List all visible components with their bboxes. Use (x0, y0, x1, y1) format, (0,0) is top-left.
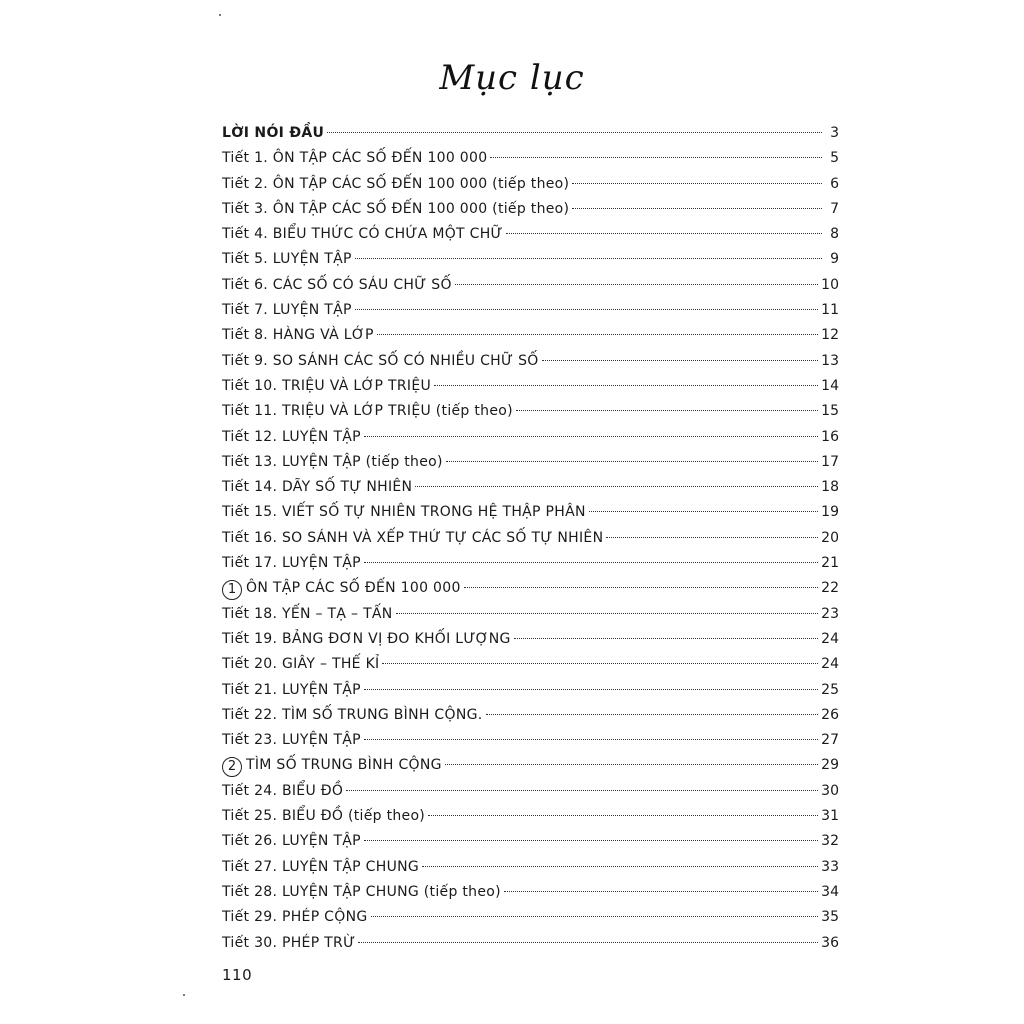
toc-entry-page: 9 (830, 251, 839, 268)
toc-entry-title: Tiết 5. LUYỆN TẬP (222, 251, 352, 268)
toc-entry-title: Tiết 24. BIỂU ĐỒ (222, 782, 344, 799)
dot-leader (486, 714, 819, 715)
toc-entry (222, 652, 839, 677)
toc-entry-title: Tiết 16. SO SÁNH VÀ XẾP THỨ TỰ CÁC SỐ TỰ NHIÊN (222, 529, 604, 546)
dot-leader (371, 916, 819, 917)
toc-entry (222, 500, 839, 525)
toc-entry-page: 21 (821, 555, 839, 572)
toc-entry-title: Tiết 11. TRIỆU VÀ LỚP TRIỆU (tiếp theo) (222, 403, 513, 420)
toc-entry-title: Tiết 12. LUYỆN TẬP (222, 428, 361, 445)
toc-entry-title: ÔN TẬP CÁC SỐ ĐẾN 100 000 (246, 580, 461, 597)
dot-leader (396, 613, 819, 614)
toc-entry (222, 273, 839, 298)
toc-entry-title: Tiết 14. DÃY SỐ TỰ NHIÊN (222, 479, 413, 496)
dot-leader (572, 183, 822, 184)
dot-leader (428, 815, 818, 816)
dot-leader (382, 663, 818, 664)
page-title: Mục lục (439, 58, 585, 98)
toc-entry-title: Tiết 10. TRIỆU VÀ LỚP TRIỆU (222, 377, 432, 394)
toc-entry-page: 22 (821, 580, 839, 597)
toc-entry-page: 36 (821, 934, 839, 951)
toc-entry-page: 24 (821, 656, 839, 673)
dot-leader (364, 562, 818, 563)
toc-entry (222, 804, 839, 829)
toc-entry-page: 15 (821, 403, 839, 420)
toc-entry (222, 425, 839, 450)
toc-entry-title: Tiết 28. LUYỆN TẬP CHUNG (tiếp theo) (222, 883, 501, 900)
toc-entry-title: Tiết 8. HÀNG VÀ LỚP (222, 327, 374, 344)
toc-review-entry (222, 753, 839, 778)
toc-entry-page: 12 (821, 327, 839, 344)
toc-entry (222, 298, 839, 323)
dot-leader (572, 208, 822, 209)
toc-entry-page: 30 (821, 782, 839, 799)
dot-leader (355, 258, 822, 259)
toc-entry-title: Tiết 27. LUYỆN TẬP CHUNG (222, 858, 420, 875)
toc-entry-title: Tiết 15. VIẾT SỐ TỰ NHIÊN TRONG HỆ THẬP PHÂN (222, 504, 586, 521)
dot-leader (364, 436, 818, 437)
dot-leader (464, 587, 819, 588)
dot-leader (516, 410, 818, 411)
toc-entry-title: Tiết 22. TÌM SỐ TRUNG BÌNH CỘNG. (222, 706, 483, 723)
toc-entry-title: Tiết 20. GIÂY – THẾ KỈ (222, 656, 380, 673)
toc-entry (222, 627, 839, 652)
toc-entry-title: TÌM SỐ TRUNG BÌNH CỘNG (246, 757, 442, 774)
toc-entry-title: Tiết 30. PHÉP TRỪ (222, 934, 356, 951)
toc-entry-title: Tiết 18. YẾN – TẠ – TẤN (222, 605, 393, 622)
toc-entry (222, 374, 839, 399)
dot-leader (377, 334, 818, 335)
toc-entry (222, 728, 839, 753)
toc-entry (222, 450, 839, 475)
dot-leader (446, 461, 818, 462)
toc-entry-page: 25 (821, 681, 839, 698)
toc-entry-title: LỜI NÓI ĐẦU (222, 125, 325, 141)
toc-entry (222, 146, 839, 171)
review-number-badge: 2 (222, 757, 242, 777)
toc-entry-page: 27 (821, 732, 839, 749)
toc-entry (222, 905, 839, 930)
toc-entry-page: 18 (821, 479, 839, 496)
toc-entry-title: Tiết 1. ÔN TẬP CÁC SỐ ĐẾN 100 000 (222, 150, 488, 167)
toc-entry (222, 551, 839, 576)
toc-entry-title: Tiết 6. CÁC SỐ CÓ SÁU CHỮ SỐ (222, 276, 452, 293)
toc-entry-page: 17 (821, 453, 839, 470)
toc-entry-page: 6 (830, 175, 839, 192)
toc-entry (222, 931, 839, 956)
toc-entry-title: Tiết 25. BIỂU ĐỒ (tiếp theo) (222, 808, 426, 825)
dot-leader (364, 689, 818, 690)
toc-entry-title: Tiết 4. BIỂU THỨC CÓ CHỨA MỘT CHỮ (222, 226, 503, 243)
toc-entry (222, 399, 839, 424)
toc-entry-page: 3 (830, 125, 839, 141)
dot-leader (506, 233, 822, 234)
toc-entry (222, 678, 839, 703)
dot-leader (514, 638, 818, 639)
toc-entry-page: 8 (830, 226, 839, 243)
toc-entry (222, 323, 839, 348)
dot-leader (606, 537, 818, 538)
dot-leader (355, 309, 818, 310)
dot-leader (346, 790, 818, 791)
toc-review-entry (222, 576, 839, 601)
dot-leader (504, 891, 818, 892)
toc-entry-page: 10 (821, 276, 839, 293)
toc-entry-page: 35 (821, 909, 839, 926)
page-number: 110 (222, 966, 253, 984)
dot-leader (434, 385, 818, 386)
toc-entry (222, 197, 839, 222)
table-of-contents (222, 121, 839, 956)
toc-entry-title: Tiết 13. LUYỆN TẬP (tiếp theo) (222, 453, 443, 470)
toc-entry (222, 172, 839, 197)
toc-entry-page: 31 (821, 808, 839, 825)
toc-entry-page: 32 (821, 833, 839, 850)
toc-entry (222, 349, 839, 374)
toc-entry-page: 19 (821, 504, 839, 521)
toc-entry-title: Tiết 17. LUYỆN TẬP (222, 555, 361, 572)
toc-entry-page: 16 (821, 428, 839, 445)
toc-entry (222, 247, 839, 272)
toc-entry-title: Tiết 7. LUYỆN TẬP (222, 302, 352, 319)
toc-entry-title: Tiết 21. LUYỆN TẬP (222, 681, 361, 698)
toc-preface-entry (222, 121, 839, 146)
toc-entry (222, 475, 839, 500)
toc-entry-title: Tiết 19. BẢNG ĐƠN VỊ ĐO KHỐI LƯỢNG (222, 630, 511, 647)
toc-entry-page: 23 (821, 605, 839, 622)
dot-leader (542, 360, 819, 361)
toc-entry-title: Tiết 9. SO SÁNH CÁC SỐ CÓ NHIỀU CHỮ SỐ (222, 352, 539, 369)
dot-leader (364, 739, 818, 740)
toc-entry (222, 222, 839, 247)
toc-entry-page: 24 (821, 630, 839, 647)
scan-speck (219, 14, 221, 16)
toc-entry-title: Tiết 2. ÔN TẬP CÁC SỐ ĐẾN 100 000 (tiếp theo) (222, 175, 570, 192)
dot-leader (415, 486, 818, 487)
review-number-badge: 1 (222, 580, 242, 600)
toc-entry-page: 11 (821, 302, 839, 319)
toc-entry-page: 20 (821, 529, 839, 546)
toc-entry-page: 14 (821, 377, 839, 394)
dot-leader (422, 866, 818, 867)
scan-speck (183, 994, 185, 996)
dot-leader (445, 764, 818, 765)
toc-entry-page: 29 (821, 757, 839, 774)
toc-entry-page: 34 (821, 883, 839, 900)
dot-leader (490, 157, 822, 158)
toc-entry-title: Tiết 29. PHÉP CỘNG (222, 909, 368, 926)
toc-entry (222, 526, 839, 551)
toc-entry (222, 602, 839, 627)
toc-entry (222, 779, 839, 804)
dot-leader (358, 942, 818, 943)
toc-entry-page: 26 (821, 706, 839, 723)
toc-entry-title: Tiết 3. ÔN TẬP CÁC SỐ ĐẾN 100 000 (tiếp theo) (222, 200, 570, 217)
toc-entry (222, 880, 839, 905)
toc-entry-page: 13 (821, 352, 839, 369)
toc-entry-page: 5 (830, 150, 839, 167)
toc-entry (222, 829, 839, 854)
toc-entry-page: 7 (830, 200, 839, 217)
toc-entry (222, 855, 839, 880)
dot-leader (455, 284, 818, 285)
toc-entry-title: Tiết 26. LUYỆN TẬP (222, 833, 361, 850)
toc-entry-page: 33 (821, 858, 839, 875)
toc-entry-title: Tiết 23. LUYỆN TẬP (222, 732, 361, 749)
dot-leader (327, 132, 822, 133)
toc-entry (222, 703, 839, 728)
dot-leader (589, 511, 818, 512)
dot-leader (364, 840, 818, 841)
